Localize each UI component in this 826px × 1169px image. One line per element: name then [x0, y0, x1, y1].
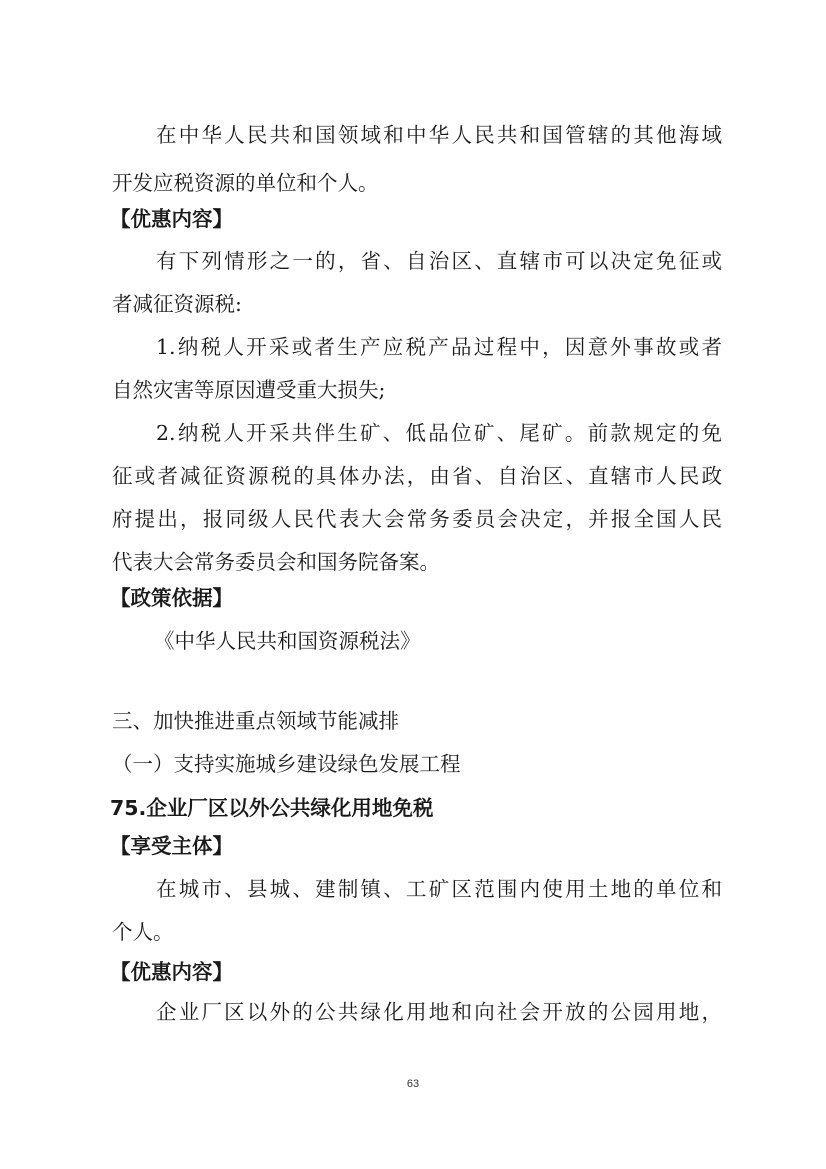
paragraph-line: 征或者减征资源税的具体办法，由省、自治区、直辖市人民政 — [112, 464, 722, 488]
subsection-heading: （一）支持实施城乡建设绿色发展工程 — [112, 752, 461, 776]
paragraph-line: 府提出，报同级人民代表大会常务委员会决定，并报全国人民 — [112, 507, 722, 531]
paragraph-line: 有下列情形之一的，省、自治区、直辖市可以决定免征或 — [156, 249, 722, 273]
chapter-heading: 三、加快推进重点领域节能减排 — [112, 709, 399, 733]
list-item-line: 2.纳税人开采共伴生矿、低品位矿、尾矿。前款规定的免 — [156, 421, 722, 445]
item-title: 75.企业厂区以外公共绿化用地免税 — [110, 796, 434, 820]
paragraph-line: 在中华人民共和国领域和中华人民共和国管辖的其他海域 — [156, 123, 722, 147]
section-heading-preferential-content: 【优惠内容】 — [110, 960, 233, 984]
list-item-line: 1.纳税人开采或者生产应税产品过程中，因意外事故或者 — [156, 335, 722, 359]
policy-reference: 《中华人民共和国资源税法》 — [154, 629, 421, 653]
paragraph-line: 个人。 — [112, 920, 174, 944]
list-item-line: 自然灾害等原因遭受重大损失; — [112, 378, 386, 402]
paragraph-line: 在城市、县城、建制镇、工矿区范围内使用土地的单位和 — [156, 877, 722, 901]
page-number: 63 — [406, 1078, 420, 1090]
paragraph-line: 开发应税资源的单位和个人。 — [112, 171, 379, 195]
section-heading-policy-basis: 【政策依据】 — [110, 586, 233, 610]
section-heading-preferential-content: 【优惠内容】 — [110, 207, 233, 231]
paragraph-line: 企业厂区以外的公共绿化用地和向社会开放的公园用地， — [156, 1000, 722, 1024]
section-heading-beneficiary: 【享受主体】 — [110, 834, 233, 858]
paragraph-line: 代表大会常务委员会和国务院备案。 — [112, 550, 440, 574]
paragraph-line: 者减征资源税: — [112, 292, 242, 316]
